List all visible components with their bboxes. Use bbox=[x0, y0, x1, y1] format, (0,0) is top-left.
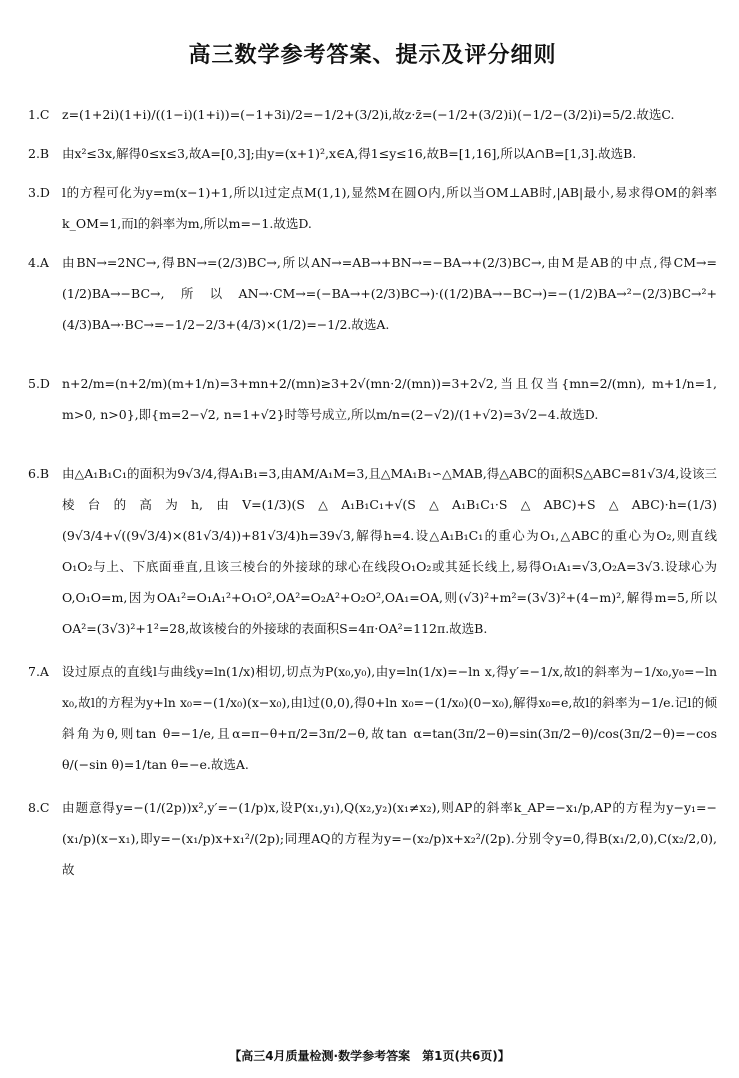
answer-text: z=(1+2i)(1+i)/((1−i)(1+i))=(−1+3i)/2=−1/2+(3/2)i,故z·z̄=(−1/2+(3/2)i)(−1/2−(3/2)i)=5/2.故选C. bbox=[62, 107, 675, 122]
answer-item-2 bbox=[28, 138, 717, 169]
answer-text: n+2/m=(n+2/m)(m+1/n)=3+mn+2/(mn)≥3+2√(mn·2/(mn))=3+2√2,当且仅当{mn=2/(mn), m+1/n=1, m>0, n>0},即{m=2−√2, n=1+√2}时等号成立,所以m/n=(2−√2)/(1+√2)=3√2−4.故选D. bbox=[62, 376, 717, 422]
answer-item-4 bbox=[28, 247, 717, 340]
answer-item-8 bbox=[28, 792, 717, 885]
answer-item-1 bbox=[28, 99, 717, 130]
page-title: 高三数学参考答案、提示及评分细则 bbox=[188, 43, 557, 68]
answer-number: 2.B bbox=[28, 146, 50, 161]
answer-text: 设过原点的直线l与曲线y=ln(1/x)相切,切点为P(x₀,y₀),由y=ln(1/x)=−ln x,得y′=−1/x,故l的斜率为−1/x₀,y₀=−ln x₀,故l的方程为y+ln x₀=−(1/x₀)(x−x₀),由l过(0,0),得0+ln x₀=−(1/x₀)(0−x₀),解得x₀=e,故l的斜率为−1/e.记l的倾斜角为θ,则tan θ=−1/e,且α=π−θ+π/2=3π/2−θ,故tan α=tan(3π/2−θ)=sin(3π/2−θ)/cos(3π/2−θ)=−cos θ/(−sin θ)=1/tan θ=−e.故选A. bbox=[62, 664, 717, 772]
answer-item-6 bbox=[28, 458, 717, 644]
answer-text: l的方程可化为y=m(x−1)+1,所以l过定点M(1,1),显然M在圆O内,所以当OM⊥AB时,|AB|最小,易求得OM的斜率k_OM=1,而l的斜率为m,所以m=−1.故选D. bbox=[62, 185, 717, 231]
answer-text: 由x²≤3x,解得0≤x≤3,故A=[0,3];由y=(x+1)²,x∈A,得1≤y≤16,故B=[1,16],所以A∩B=[1,3].故选B. bbox=[62, 146, 637, 161]
answer-text: 由△A₁B₁C₁的面积为9√3/4,得A₁B₁=3,由AM/A₁M=3,且△MA₁B₁∽△MAB,得△ABC的面积S△ABC=81√3/4,设该三棱台的高为h,由V=(1/3)(S△A₁B₁C₁+√(S△A₁B₁C₁·S△ABC)+S△ABC)·h=(1/3)(9√3/4+√((9√3/4)×(81√3/4))+81√3/4)h=39√3,解得h=4.设△A₁B₁C₁的重心为O₁,△ABC的重心为O₂,则直线O₁O₂与上、下底面垂直,且该三棱台的外接球的球心在线段O₁O₂或其延长线上,易得O₁A₁=√3,O₂A=3√3.设球心为O,O₁O=m,因为OA₁²=O₁A₁²+O₁O²,OA²=O₂A²+O₂O²,OA₁=OA,则(√3)²+m²=(3√3)²+(4−m)²,解得m=5,所以OA²=(3√3)²+1²=28,故该棱台的外接球的表面积S=4π·OA²=112π.故选B. bbox=[62, 466, 717, 636]
answer-number: 1.C bbox=[28, 107, 50, 122]
answer-item-7 bbox=[28, 656, 717, 780]
page-footer: 【高三4月质量检测·数学参考答案 第1页(共6页)】 bbox=[229, 1049, 510, 1063]
answer-number: 8.C bbox=[28, 800, 50, 815]
answer-number: 4.A bbox=[28, 255, 49, 270]
answer-number: 3.D bbox=[28, 185, 50, 200]
answer-item-3 bbox=[28, 177, 717, 239]
answer-number: 5.D bbox=[28, 376, 50, 391]
answer-number: 6.B bbox=[28, 466, 50, 481]
answer-number: 7.A bbox=[28, 664, 49, 679]
answer-text: 由BN→=2NC→,得BN→=(2/3)BC→,所以AN→=AB→+BN→=−BA→+(2/3)BC→,由M是AB的中点,得CM→=(1/2)BA→−BC→,所以AN→·CM→=(−BA→+(2/3)BC→)·((1/2)BA→−BC→)=−(1/2)BA→²−(2/3)BC→²+(4/3)BA→·BC→=−1/2−2/3+(4/3)×(1/2)=−1/2.故选A. bbox=[62, 255, 717, 332]
answer-text: 由题意得y=−(1/(2p))x²,y′=−(1/p)x,设P(x₁,y₁),Q(x₂,y₂)(x₁≠x₂),则AP的斜率k_AP=−x₁/p,AP的方程为y−y₁=−(x₁/p)(x−x₁),即y=−(x₁/p)x+x₁²/(2p);同理AQ的方程为y=−(x₂/p)x+x₂²/(2p).分别令y=0,得B(x₁/2,0),C(x₂/2,0),故 bbox=[62, 800, 717, 877]
answer-item-5 bbox=[28, 368, 717, 430]
